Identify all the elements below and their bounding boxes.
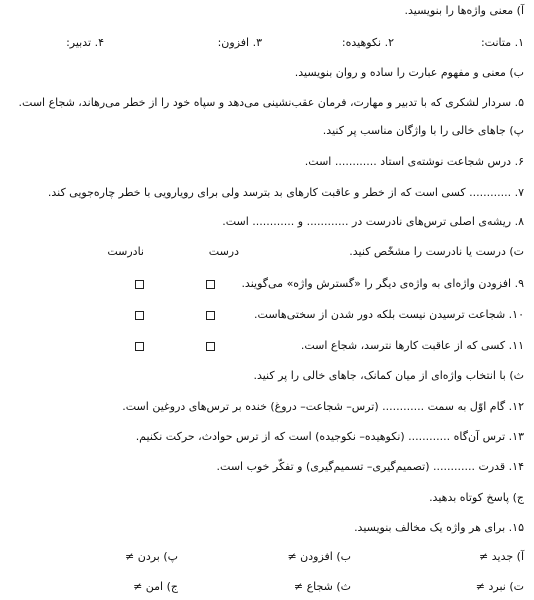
section-t-heading: ت) درست یا نادرست را مشخّص کنید. [349, 245, 524, 258]
word-4: ۴. تدبیر: [66, 36, 104, 49]
section-p-heading: پ) جاهای خالی را با واژگان مناسب پر کنید. [322, 124, 524, 137]
section-j-heading: ج) پاسخ کوتاه بدهید. [429, 491, 524, 504]
question-5: ۵. سردار لشکری که با تدبیر و مهارت، فرمان عقب‌نشینی می‌دهد و سپاه خود را از خطر می‌رهاند، شجاع است. [18, 96, 524, 109]
antonym-6: ج) امن ≠ [133, 580, 178, 593]
checkbox-9-false[interactable] [135, 280, 144, 289]
statement-9: ۹. افزودن واژه‌ای به واژه‌ی دیگر را «گسترش واژه» می‌گویند. [241, 277, 524, 290]
question-6: ۶. درس شجاعت نوشته‌ی استاد ............ است. [304, 155, 524, 168]
section-a-heading: آ) معنی واژه‌ها را بنویسید. [404, 4, 524, 17]
word-3: ۳. افزون: [217, 36, 262, 49]
question-14: ۱۴. قدرت ............ (تصمیم‌گیری– تسمیم‌گیری) و تفکّر خوب است. [216, 460, 524, 473]
statement-10: ۱۰. شجاعت ترسیدن نیست بلکه دور شدن از سختی‌هاست. [254, 308, 524, 321]
statement-11: ۱۱. کسی که از عاقبت کارها نترسد، شجاع است. [300, 339, 524, 352]
section-th-heading: ث) با انتخاب واژه‌ای از میان کمانک، جاهای خالی را پر کنید. [253, 369, 524, 382]
question-15: ۱۵. برای هر واژه یک مخالف بنویسید. [354, 521, 524, 534]
checkbox-11-true[interactable] [206, 342, 215, 351]
antonym-2: ب) افزودن ≠ [287, 550, 351, 563]
checkbox-9-true[interactable] [206, 280, 215, 289]
question-12: ۱۲. گام اوّل به سمت ............ (ترس– شجاعت– دروغ) خنده بر ترس‌های دروغین است. [122, 400, 524, 413]
question-13: ۱۳. ترس آن‌گاه ............ (نکوهیده– نکوجیده) است که از ترس حوادث، حرکت نکنیم. [135, 430, 524, 443]
word-1: ۱. متانت: [480, 36, 524, 49]
checkbox-10-true[interactable] [206, 311, 215, 320]
antonym-1: آ) جدید ≠ [479, 550, 524, 563]
antonym-5: ث) شجاع ≠ [293, 580, 351, 593]
column-false-label: نادرست [107, 245, 144, 258]
checkbox-10-false[interactable] [135, 311, 144, 320]
checkbox-11-false[interactable] [135, 342, 144, 351]
antonym-3: پ) بردن ≠ [125, 550, 178, 563]
question-8: ۸. ریشه‌ی اصلی ترس‌های نادرست در ............ و ............ است. [222, 215, 524, 228]
section-b-heading: ب) معنی و مفهوم عبارت را ساده و روان بنویسید. [294, 66, 524, 79]
word-2: ۲. نکوهیده: [341, 36, 394, 49]
column-true-label: درست [208, 245, 239, 258]
question-7: ۷. ............ کسی است که از خطر و عاقبت کارهای بد بترسد ولی برای رویارویی با خطر چاره‌جویی کند. [47, 186, 524, 199]
antonym-4: ت) نبرد ≠ [475, 580, 524, 593]
